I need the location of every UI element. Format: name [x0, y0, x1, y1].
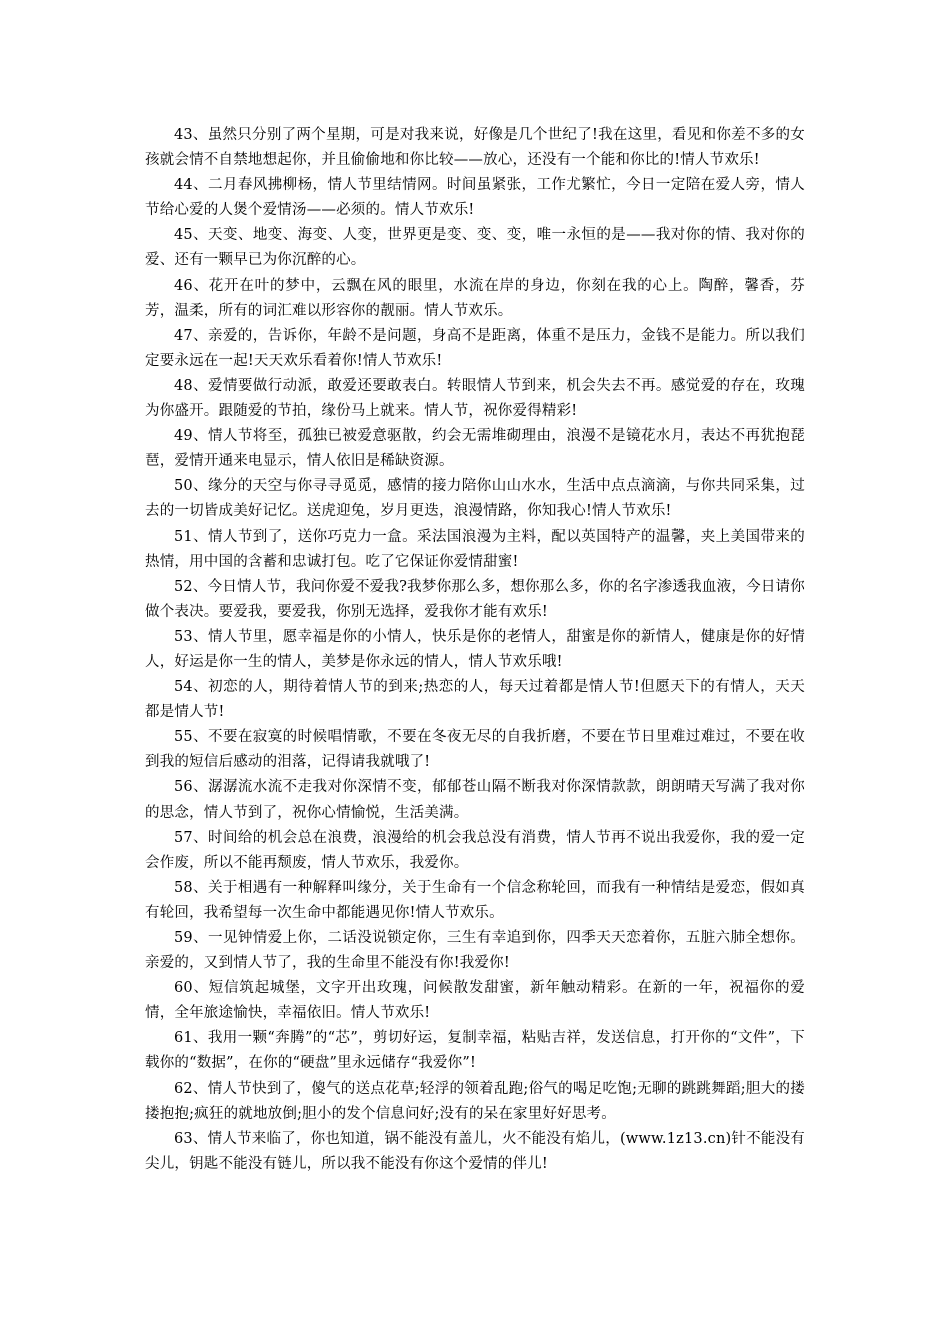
paragraph-59: 59、一见钟情爱上你，二话没说锁定你，三生有幸追到你，四季天天恋着你，五脏六肺全想你。亲爱的，又到情人节了，我的生命里不能没有你!我爱你!: [145, 930, 805, 972]
paragraph-52: 52、今日情人节，我问你爱不爱我?我梦你那么多，想你那么多，你的名字渗透我血液，今日请你做个表决。要爱我，要爱我，你别无选择，爱我你才能有欢乐!: [145, 578, 805, 620]
paragraph-43: 43、虽然只分别了两个星期，可是对我来说，好像是几个世纪了!我在这里，看见和你差不多的女孩就会情不自禁地想起你，并且偷偷地和你比较——放心，还没有一个能和你比的!情人节欢乐!: [145, 127, 805, 169]
paragraph-56: 56、潺潺流水流不走我对你深情不变，郁郁苍山隔不断我对你深情款款，朗朗晴天写满了我对你的思念，情人节到了，祝你心情愉悦，生活美满。: [145, 779, 805, 821]
paragraph-49: 49、情人节将至，孤独已被爱意驱散，约会无需堆砌理由，浪漫不是镜花水月，表达不再犹抱琵琶，爱情开通来电显示，情人依旧是稀缺资源。: [145, 428, 805, 470]
paragraph-60: 60、短信筑起城堡，文字开出玫瑰，问候散发甜蜜，新年触动精彩。在新的一年，祝福你的爱情，全年旅途愉快，幸福依旧。情人节欢乐!: [145, 980, 805, 1022]
paragraph-62: 62、情人节快到了，傻气的送点花草;轻浮的领着乱跑;俗气的喝足吃饱;无聊的跳跳舞蹈;胆大的搂搂抱抱;疯狂的就地放倒;胆小的发个信息问好;没有的呆在家里好好思考。: [145, 1080, 805, 1122]
paragraph-61: 61、我用一颗“奔腾”的“芯”，剪切好运，复制幸福，粘贴吉祥，发送信息，打开你的“文件”，下载你的“数据”，在你的“硬盘”里永远储存“我爱你”!: [145, 1030, 805, 1072]
paragraph-47: 47、亲爱的，告诉你，年龄不是问题，身高不是距离，体重不是压力，金钱不是能力。所以我们定要永远在一起!天天欢乐看着你!情人节欢乐!: [145, 327, 805, 369]
paragraph-50: 50、缘分的天空与你寻寻觅觅，感情的接力陪你山山水水，生活中点点滴滴，与你共同采集，过去的一切皆成美好记忆。送虎迎兔，岁月更迭，浪漫情路，你知我心!情人节欢乐!: [145, 478, 805, 520]
paragraph-45: 45、天变、地变、海变、人变，世界更是变、变、变，唯一永恒的是——我对你的情、我对你的爱、还有一颗早已为你沉醉的心。: [145, 227, 805, 269]
paragraph-46: 46、花开在叶的梦中，云飘在风的眼里，水流在岸的身边，你刻在我的心上。陶醉，馨香，芬芳，温柔，所有的词汇难以形容你的靓丽。情人节欢乐。: [145, 277, 805, 319]
paragraph-54: 54、初恋的人，期待着情人节的到来;热恋的人，每天过着都是情人节!但愿天下的有情人，天天都是情人节!: [145, 679, 805, 721]
paragraph-51: 51、情人节到了，送你巧克力一盒。采法国浪漫为主料，配以英国特产的温馨，夹上美国带来的热情，用中国的含蓄和忠诚打包。吃了它保证你爱情甜蜜!: [145, 528, 805, 570]
paragraph-44: 44、二月春风拂柳杨，情人节里结情网。时间虽紧张，工作尤繁忙，今日一定陪在爱人旁，情人节给心爱的人煲个爱情汤——必须的。情人节欢乐!: [145, 177, 805, 219]
document-body: [145, 123, 805, 1177]
paragraph-53: 53、情人节里，愿幸福是你的小情人，快乐是你的老情人，甜蜜是你的新情人，健康是你的好情人，好运是你一生的情人，美梦是你永远的情人，情人节欢乐哦!: [145, 628, 805, 670]
paragraph-58: 58、关于相遇有一种解释叫缘分，关于生命有一个信念称轮回，而我有一种情结是爱恋，假如真有轮回，我希望每一次生命中都能遇见你!情人节欢乐。: [145, 879, 805, 921]
paragraph-63: 63、情人节来临了，你也知道，锅不能没有盖儿，火不能没有焰儿，(www.1z13.cn)针不能没有尖儿，钥匙不能没有链儿，所以我不能没有你这个爱情的伴儿!: [145, 1130, 805, 1172]
paragraph-48: 48、爱情要做行动派，敢爱还要敢表白。转眼情人节到来，机会失去不再。感觉爱的存在，玫瑰为你盛开。跟随爱的节拍，缘份马上就来。情人节，祝你爱得精彩!: [145, 377, 805, 420]
paragraph-55: 55、不要在寂寞的时候唱情歌，不要在冬夜无尽的自我折磨，不要在节日里难过难过，不要在收到我的短信后感动的泪落，记得请我就哦了!: [145, 729, 805, 771]
paragraph-57: 57、时间给的机会总在浪费，浪漫给的机会我总没有消费，情人节再不说出我爱你，我的爱一定会作废，所以不能再颓废，情人节欢乐，我爱你。: [145, 829, 805, 871]
